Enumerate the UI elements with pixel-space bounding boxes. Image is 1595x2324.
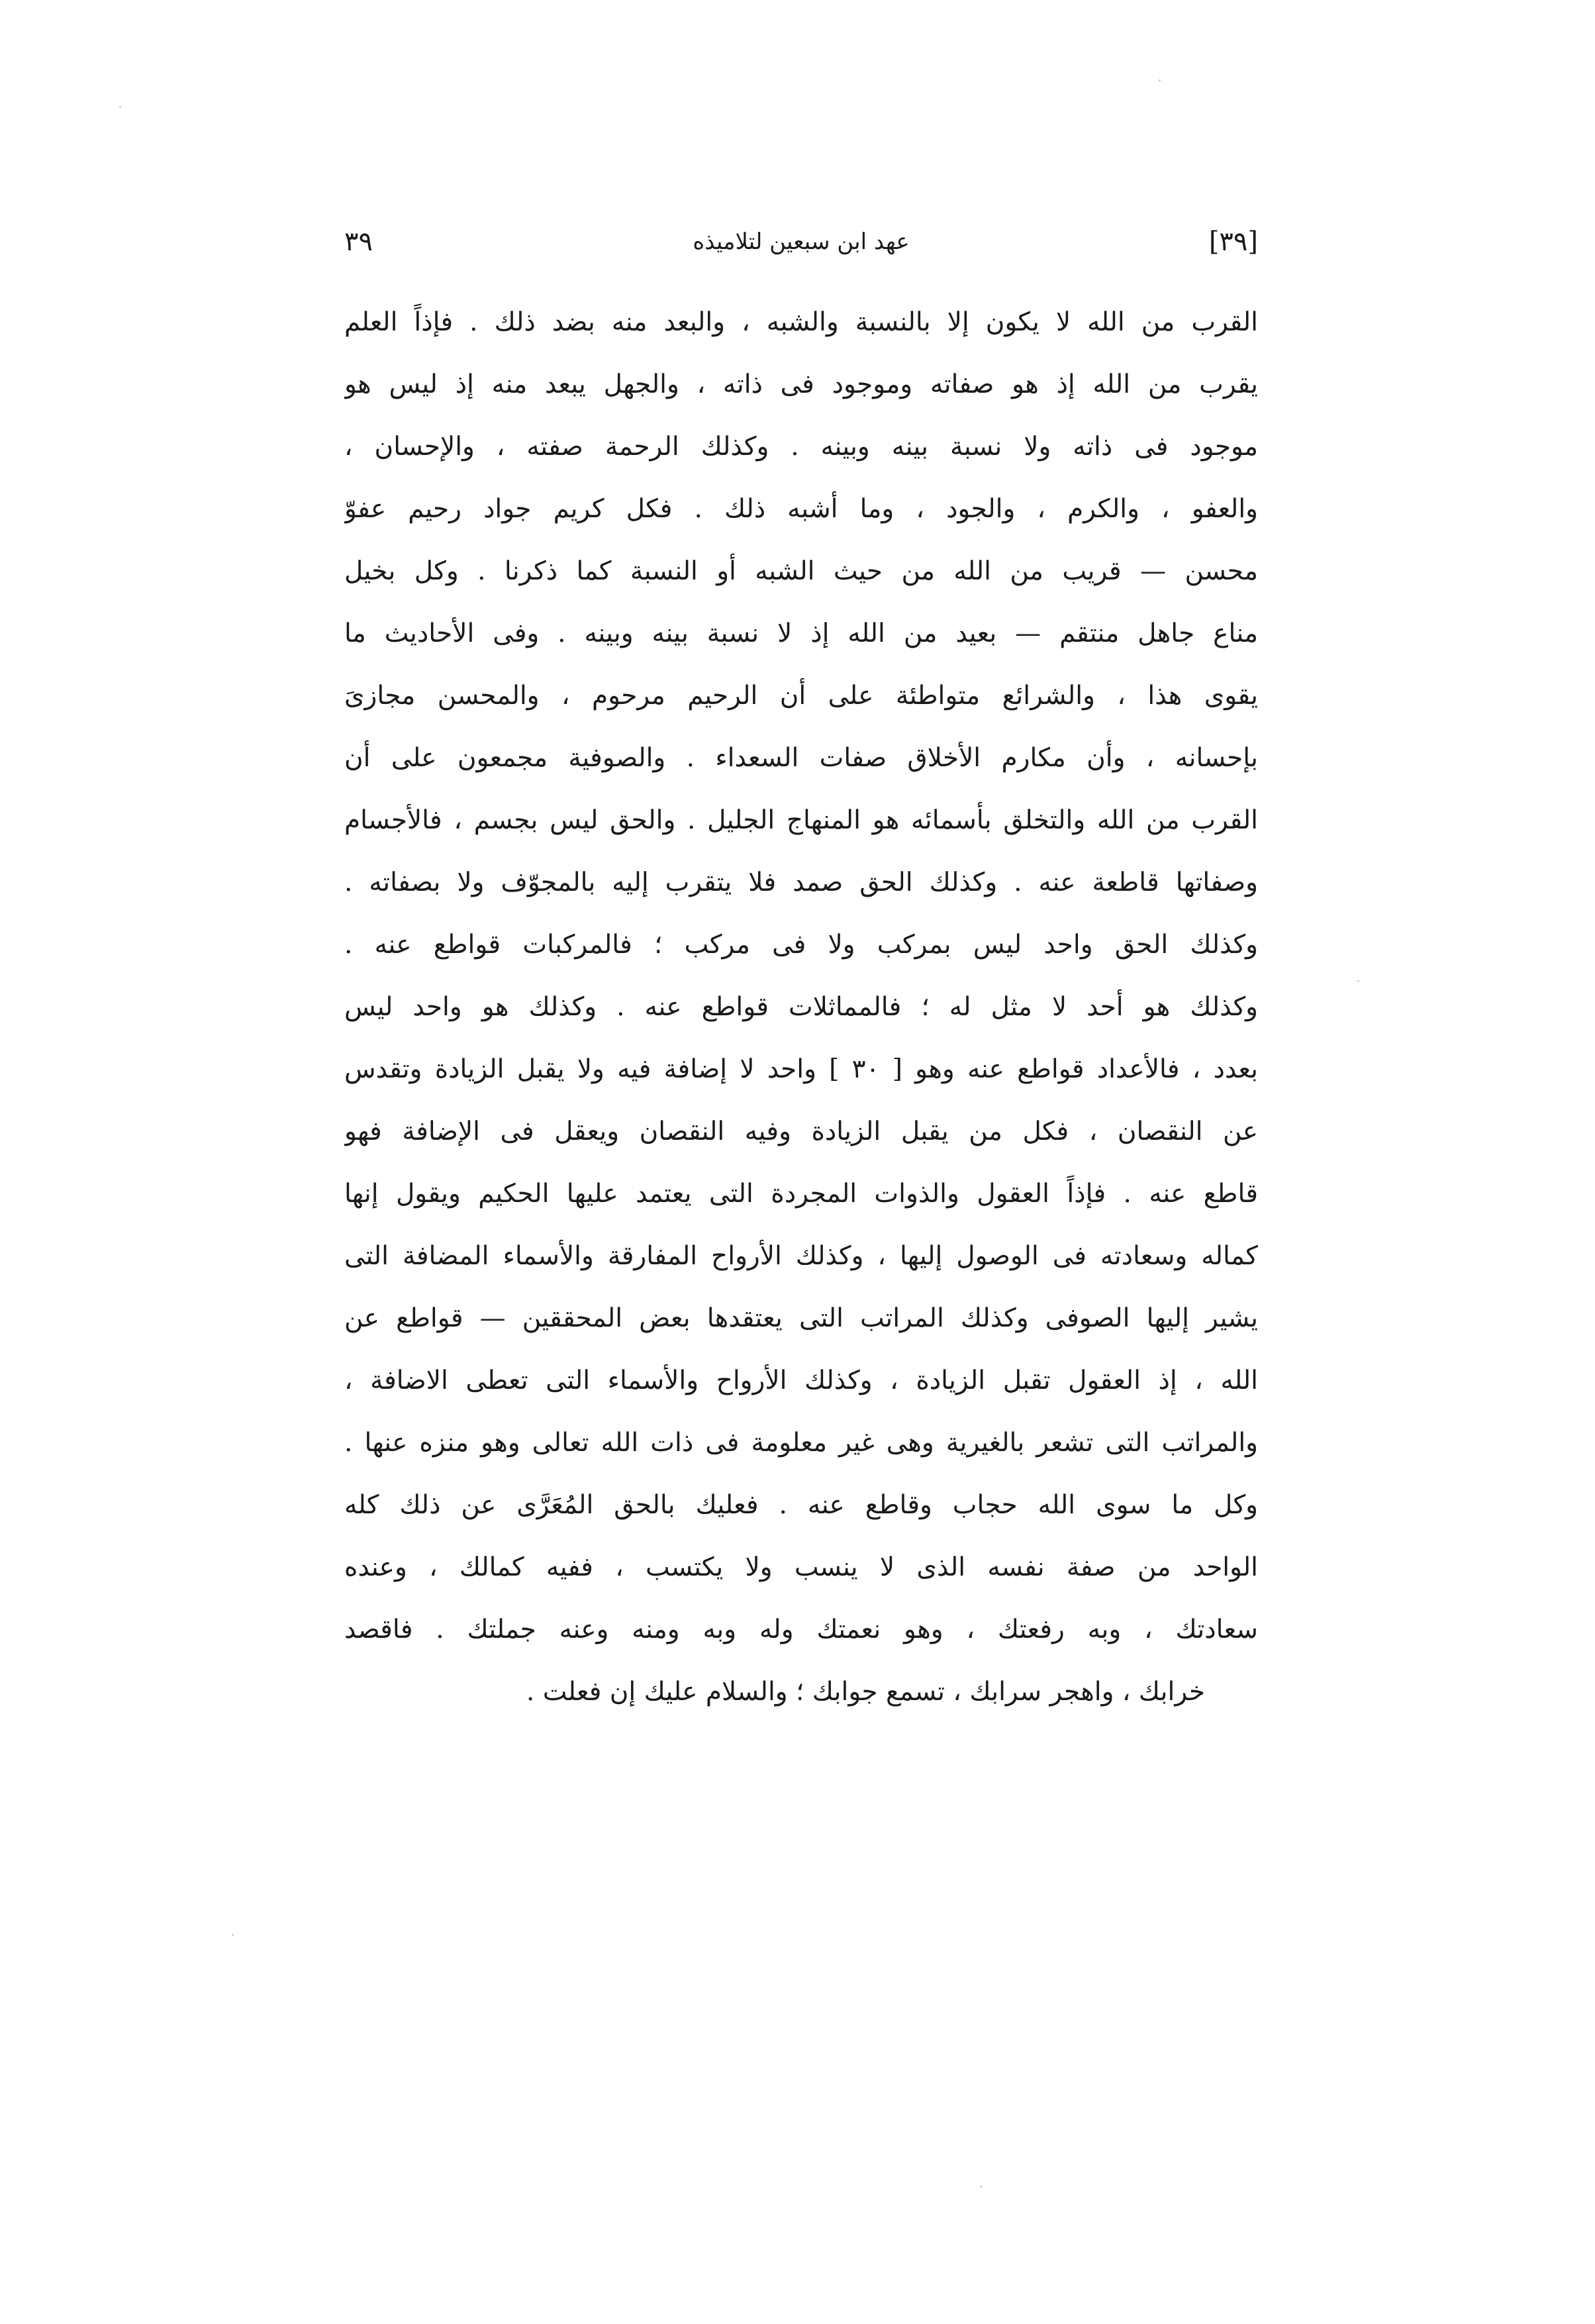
text-line: بإحسانه ، وأن مكارم الأخلاق صفات السعداء . والصوفية مجمعون على أن [344,743,1258,773]
text-line: محسن — قريب من الله من حيث الشبه أو النسبة كما ذكرنا . وكل بخيل [344,556,1258,586]
running-title: عهد ابن سبعين لتلاميذه [693,228,910,255]
text-line: يقوى هذا ، والشرائع متواطئة على أن الرحيم مرحوم ، والمحسن مجازىَ [344,681,1258,711]
bracketed-page-number: [٣٩] [1208,227,1258,257]
text-line: مناع جاهل منتقم — بعيد من الله إذ لا نسبة بينه وبينه . وفى الأحاديث ما [344,619,1258,648]
text-line: القرب من الله والتخلق بأسمائه هو المنهاج الجليل . والحق ليس بجسم ، فالأجسام [344,805,1258,835]
text-line-final: خرابك ، واهجر سرابك ، تسمع جوابك ؛ والسلام عليك إن فعلت . [526,1677,1205,1707]
text-line: موجود فى ذاته ولا نسبة بينه وبينه . وكذلك الرحمة صفته ، والإحسان ، [344,432,1258,462]
text-line: سعادتك ، وبه رفعتك ، وهو نعمتك وله وبه ومنه وعنه جملتك . فاقصد [344,1615,1258,1644]
text-line: يقرب من الله إذ هو صفاته وموجود فى ذاته ، والجهل يبعد منه إذ ليس هو [344,370,1258,399]
running-header [344,219,1258,265]
text-line: وصفاتها قاطعة عنه . وكذلك الحق صمد فلا يتقرب إليه بالمجوّف ولا بصفاته . [344,868,1258,897]
text-line: يشير إليها الصوفى وكذلك المراتب التى يعتقدها بعض المحققين — قواطع عن [344,1303,1258,1333]
text-line: الواحد من صفة نفسه الذى لا ينسب ولا يكتسب ، ففيه كمالك ، وعنده [344,1552,1258,1582]
body-text [344,291,1258,1723]
scan-speck [232,1934,234,1936]
scan-speck [1357,980,1359,982]
scan-speck [119,106,121,108]
text-line: عن النقصان ، فكل من يقبل الزيادة وفيه النقصان ويعقل فى الإضافة فهو [344,1117,1258,1146]
text-line: والعفو ، والكرم ، والجود ، وما أشبه ذلك . فكل كريم جواد رحيم عفوّ [344,494,1258,524]
scan-speck [1159,79,1161,81]
text-line: كماله وسعادته فى الوصول إليها ، وكذلك الأرواح المفارقة والأسماء المضافة التى [344,1241,1258,1271]
page-number: ٣٩ [344,227,373,257]
text-line: وكذلك الحق واحد ليس بمركب ولا فى مركب ؛ فالمركبات قواطع عنه . [344,930,1258,960]
text-line: بعدد ، فالأعداد قواطع عنه وهو [ ٣٠ ] واحد لا إضافة فيه ولا يقبل الزيادة وتقدس [344,1054,1258,1084]
text-line: وكذلك هو أحد لا مثل له ؛ فالمماثلات قواطع عنه . وكذلك هو واحد ليس [344,992,1258,1022]
scan-speck [980,2186,982,2188]
text-line: الله ، إذ العقول تقبل الزيادة ، وكذلك الأرواح والأسماء التى تعطى الاضافة ، [344,1366,1258,1395]
text-line: والمراتب التى تشعر بالغيرية وهى غير معلومة فى ذات الله تعالى وهو منزه عنها . [344,1428,1258,1458]
text-line: قاطع عنه . فإذاً العقول والذوات المجردة التى يعتمد عليها الحكيم ويقول إنها [344,1179,1258,1209]
text-line: وكل ما سوى الله حجاب وقاطع عنه . فعليك بالحق المُعَرَّى عن ذلك كله [344,1490,1258,1520]
text-line: القرب من الله لا يكون إلا بالنسبة والشبه ، والبعد منه بضد ذلك . فإذاً العلم [344,307,1258,337]
